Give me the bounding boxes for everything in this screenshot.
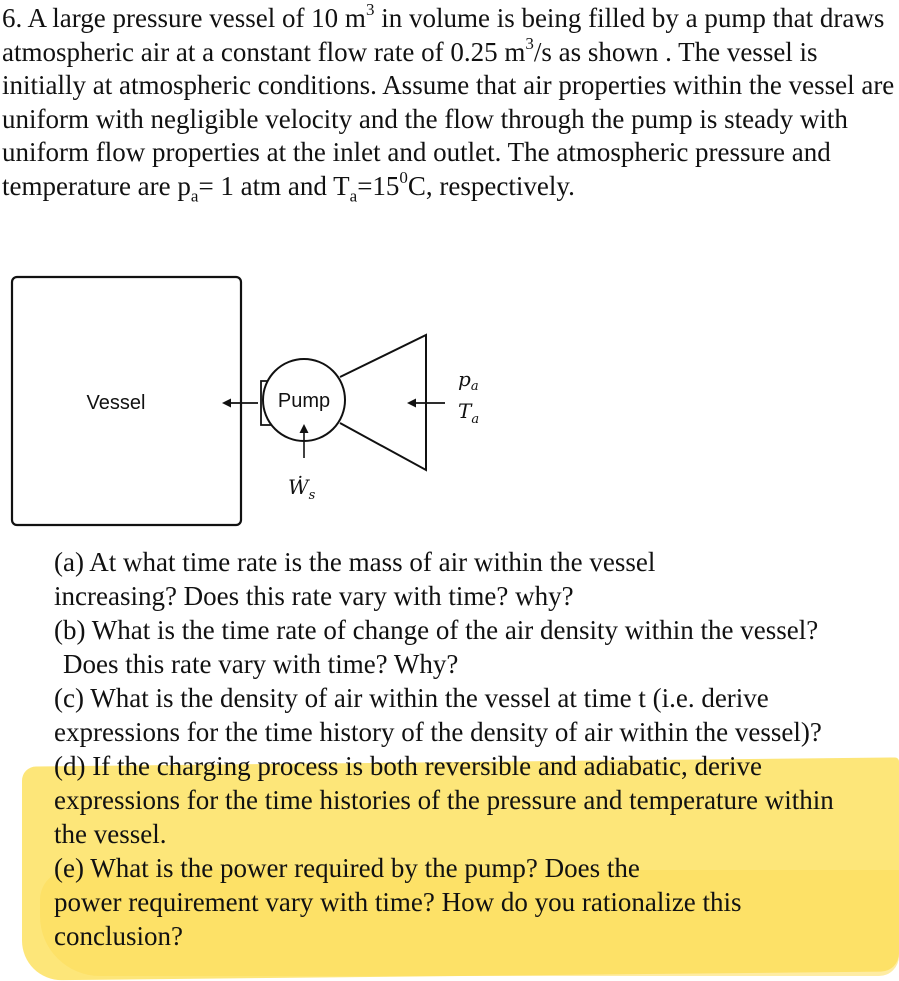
question-b: (b) What is the time rate of change of the air density within the vessel? Does this rate vary with time? Why? xyxy=(54,615,819,679)
pump-label: Pump xyxy=(277,390,331,412)
problem-number: 6. xyxy=(2,3,23,33)
question-list xyxy=(54,545,899,953)
question-e: (e) What is the power required by the pump? Does the power requirement vary with time? How do you rationalize this conclusion? xyxy=(54,853,742,951)
ambient-temperature-label: $T_a$ xyxy=(458,399,480,427)
problem-statement: 6. A large pressure vessel of 10 $m^3$ in volume is being filled by a pump that draws atmospheric air at a constant flow rate of 0.25 $m^3/s$ as shown . The vessel is initially at atmospheric conditions. Assume that air properties within the vessel are uniform with negligible velocity and the flow through the pump is steady with uniform flow properties at the inlet and outlet. The atmospheric pressure and temperature are $p_a= 1$ atm and $T_a=15^0C$, respectively. xyxy=(2,0,895,206)
ambient-pressure-label: $p_a$ xyxy=(458,367,479,394)
vessel-label: Vessel xyxy=(86,392,146,414)
question-a: (a) At what time rate is the mass of air within the vessel increasing? Does this rate vary with time? why? xyxy=(54,547,656,611)
inlet-arrowhead xyxy=(407,399,416,408)
question-d: (d) If the charging process is both reversible and adiabatic, derive expressions for the time histories of the pressure and temperature within the vessel. xyxy=(54,751,834,849)
work-label: Ẇ$_s$ xyxy=(288,475,316,503)
pump-vessel-diagram xyxy=(0,270,520,535)
question-c: (c) What is the density of air within the vessel at time t (i.e. derive expressions for the time history of the density of air within the vessel)? xyxy=(54,683,822,747)
